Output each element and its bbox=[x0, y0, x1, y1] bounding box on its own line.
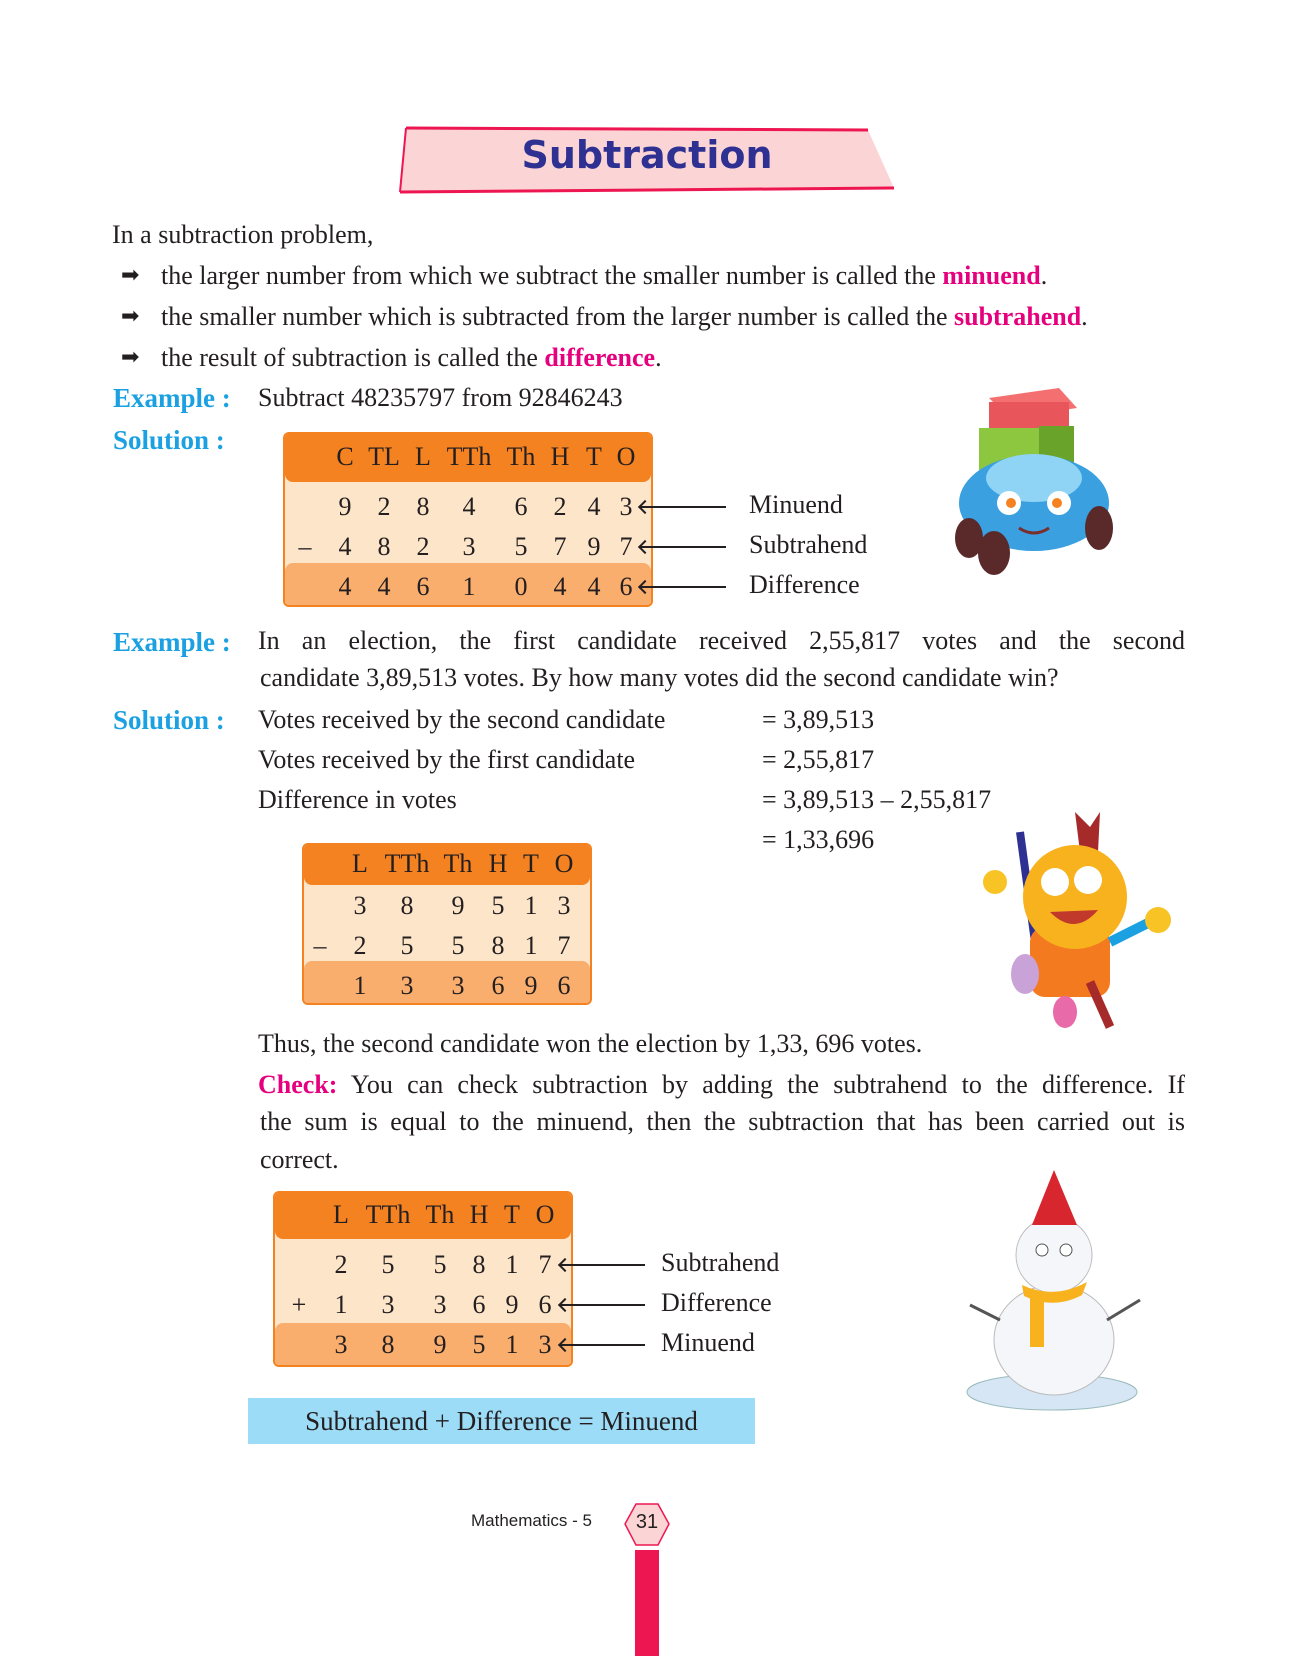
digit-cell: 2 bbox=[377, 492, 391, 521]
definition-term: subtrahend bbox=[954, 302, 1082, 331]
step-label: Votes received by the first candidate bbox=[258, 745, 636, 774]
digit-cell: 5 bbox=[451, 931, 465, 960]
step-label: Difference in votes bbox=[258, 785, 457, 814]
step-value: = 1,33,696 bbox=[762, 825, 875, 854]
place-value-table-2 bbox=[302, 843, 592, 1005]
digit-cell: 4 bbox=[553, 572, 567, 601]
column-header: Th bbox=[506, 442, 536, 471]
digit-cell: 9 bbox=[451, 891, 465, 920]
digit-cell: 5 bbox=[472, 1330, 486, 1359]
digit-cell: 3 bbox=[619, 492, 633, 521]
digit-cell: 6 bbox=[538, 1290, 552, 1319]
digit-cell: 6 bbox=[491, 971, 505, 1000]
row-label: Subtrahend bbox=[749, 530, 868, 559]
digit-cell: 2 bbox=[416, 532, 430, 561]
digit-cell: 8 bbox=[381, 1330, 395, 1359]
digit-cell: 4 bbox=[338, 572, 352, 601]
table-header bbox=[275, 1193, 571, 1239]
digit-cell: 1 bbox=[462, 572, 476, 601]
operator-sign: – bbox=[313, 931, 327, 960]
row-label: Subtrahend bbox=[661, 1248, 780, 1277]
column-header: TTh bbox=[384, 849, 430, 878]
footer-bar bbox=[635, 1550, 659, 1656]
digit-cell: 0 bbox=[514, 572, 528, 601]
example-2-line-1: In an election, the first candidate received 2,55,817 votes and the second bbox=[258, 626, 1185, 655]
digit-cell: 8 bbox=[377, 532, 391, 561]
column-header: TTh bbox=[446, 442, 492, 471]
definition-term: minuend bbox=[942, 261, 1041, 290]
row-label: Minuend bbox=[749, 490, 843, 519]
digit-cell: 1 bbox=[524, 891, 538, 920]
digit-cell: 9 bbox=[505, 1290, 519, 1319]
column-header: T bbox=[504, 1200, 520, 1229]
digit-cell: 8 bbox=[416, 492, 430, 521]
column-header: TTh bbox=[365, 1200, 411, 1229]
place-value-table-1 bbox=[283, 432, 653, 607]
formula-box: Subtrahend + Difference = Minuend bbox=[248, 1398, 755, 1444]
column-header: TL bbox=[368, 442, 400, 471]
toy-car-illustration bbox=[949, 388, 1119, 576]
column-header: T bbox=[586, 442, 602, 471]
step-label: Votes received by the second candidate bbox=[258, 705, 666, 734]
solution-label: Solution : bbox=[113, 425, 225, 455]
result-row-bg bbox=[304, 961, 590, 1003]
check-line-1 bbox=[258, 1070, 1185, 1100]
column-header: Th bbox=[425, 1200, 455, 1229]
column-header: O bbox=[535, 1200, 555, 1229]
digit-cell: 2 bbox=[334, 1250, 348, 1279]
digit-cell: 2 bbox=[553, 492, 567, 521]
robot-illustration bbox=[980, 812, 1172, 1030]
definition-item: the larger number from which we subtract the smaller number is called the minuend. bbox=[161, 261, 1048, 290]
digit-cell: 4 bbox=[462, 492, 476, 521]
digit-cell: 8 bbox=[491, 931, 505, 960]
digit-cell: 6 bbox=[416, 572, 430, 601]
digit-cell: 7 bbox=[553, 532, 567, 561]
snowman-illustration bbox=[962, 1170, 1152, 1415]
digit-cell: 9 bbox=[338, 492, 352, 521]
digit-cell: 9 bbox=[524, 971, 538, 1000]
digit-cell: 6 bbox=[557, 971, 571, 1000]
column-header: L bbox=[415, 442, 431, 471]
intro-text: In a subtraction problem, bbox=[112, 220, 374, 249]
addition-check-table bbox=[273, 1191, 573, 1367]
column-header: O bbox=[616, 442, 636, 471]
row-label: Difference bbox=[661, 1288, 772, 1317]
step-value: = 2,55,817 bbox=[762, 745, 875, 774]
digit-cell: 1 bbox=[353, 971, 367, 1000]
digit-cell: 3 bbox=[538, 1330, 552, 1359]
digit-cell: 6 bbox=[514, 492, 528, 521]
check-line-3: correct. bbox=[260, 1145, 339, 1174]
column-header: C bbox=[336, 442, 354, 471]
example-text: Subtract 48235797 from 92846243 bbox=[258, 383, 623, 412]
digit-cell: 3 bbox=[451, 971, 465, 1000]
row-label: Minuend bbox=[661, 1328, 755, 1357]
row-label: Difference bbox=[749, 570, 860, 599]
digit-cell: 2 bbox=[353, 931, 367, 960]
digit-cell: 8 bbox=[472, 1250, 486, 1279]
check-label: Check: bbox=[258, 1070, 338, 1099]
column-header: L bbox=[333, 1200, 349, 1229]
digit-cell: 3 bbox=[381, 1290, 395, 1319]
step-value: = 3,89,513 bbox=[762, 705, 875, 734]
digit-cell: 4 bbox=[587, 572, 601, 601]
example-label: Example : bbox=[113, 383, 231, 413]
conclusion-text: Thus, the second candidate won the election by 1,33, 696 votes. bbox=[258, 1029, 923, 1058]
digit-cell: 3 bbox=[462, 532, 476, 561]
check-line-2: the sum is equal to the minuend, then the subtraction that has been carried out is bbox=[260, 1107, 1185, 1136]
column-header: L bbox=[352, 849, 368, 878]
digit-cell: 1 bbox=[505, 1330, 519, 1359]
column-header: T bbox=[523, 849, 539, 878]
result-row-bg bbox=[275, 1323, 571, 1365]
digit-cell: 5 bbox=[514, 532, 528, 561]
digit-cell: 3 bbox=[557, 891, 571, 920]
digit-cell: 1 bbox=[505, 1250, 519, 1279]
example-2-label: Example : bbox=[113, 627, 231, 657]
column-header: O bbox=[554, 849, 574, 878]
solution-2-label: Solution : bbox=[113, 705, 225, 735]
footer-book-title: Mathematics - 5 bbox=[471, 1511, 592, 1530]
digit-cell: 7 bbox=[538, 1250, 552, 1279]
arrow-bullet-icon: ➡ bbox=[121, 345, 140, 370]
digit-cell: 4 bbox=[587, 492, 601, 521]
operator-sign: – bbox=[298, 532, 312, 561]
column-header: H bbox=[488, 849, 508, 878]
example-2-line-2: candidate 3,89,513 votes. By how many votes did the second candidate win? bbox=[260, 663, 1059, 692]
digit-cell: 1 bbox=[334, 1290, 348, 1319]
digit-cell: 6 bbox=[472, 1290, 486, 1319]
column-header: Th bbox=[443, 849, 473, 878]
column-header: H bbox=[550, 442, 570, 471]
arrow-bullet-icon: ➡ bbox=[121, 304, 140, 329]
digit-cell: 3 bbox=[334, 1330, 348, 1359]
check-text-1: You can check subtraction by adding the subtrahend to the difference. If bbox=[337, 1070, 1185, 1099]
digit-cell: 3 bbox=[400, 971, 414, 1000]
definition-item: the smaller number which is subtracted from the larger number is called the subtrahend. bbox=[161, 302, 1088, 331]
digit-cell: 6 bbox=[619, 572, 633, 601]
digit-cell: 9 bbox=[587, 532, 601, 561]
page-title: Subtraction bbox=[521, 133, 773, 177]
step-value: = 3,89,513 – 2,55,817 bbox=[762, 785, 992, 814]
digit-cell: 5 bbox=[491, 891, 505, 920]
column-header: H bbox=[469, 1200, 489, 1229]
digit-cell: 7 bbox=[619, 532, 633, 561]
digit-cell: 5 bbox=[433, 1250, 447, 1279]
digit-cell: 3 bbox=[353, 891, 367, 920]
digit-cell: 1 bbox=[524, 931, 538, 960]
operator-sign: + bbox=[291, 1290, 307, 1319]
arrow-bullet-icon: ➡ bbox=[121, 263, 140, 288]
digit-cell: 4 bbox=[338, 532, 352, 561]
page-number: 31 bbox=[635, 1511, 659, 1533]
digit-cell: 7 bbox=[557, 931, 571, 960]
digit-cell: 8 bbox=[400, 891, 414, 920]
digit-cell: 9 bbox=[433, 1330, 447, 1359]
digit-cell: 5 bbox=[381, 1250, 395, 1279]
digit-cell: 4 bbox=[377, 572, 391, 601]
digit-cell: 3 bbox=[433, 1290, 447, 1319]
digit-cell: 5 bbox=[400, 931, 414, 960]
definition-term: difference bbox=[544, 343, 656, 372]
definition-item: the result of subtraction is called the difference. bbox=[161, 343, 662, 372]
